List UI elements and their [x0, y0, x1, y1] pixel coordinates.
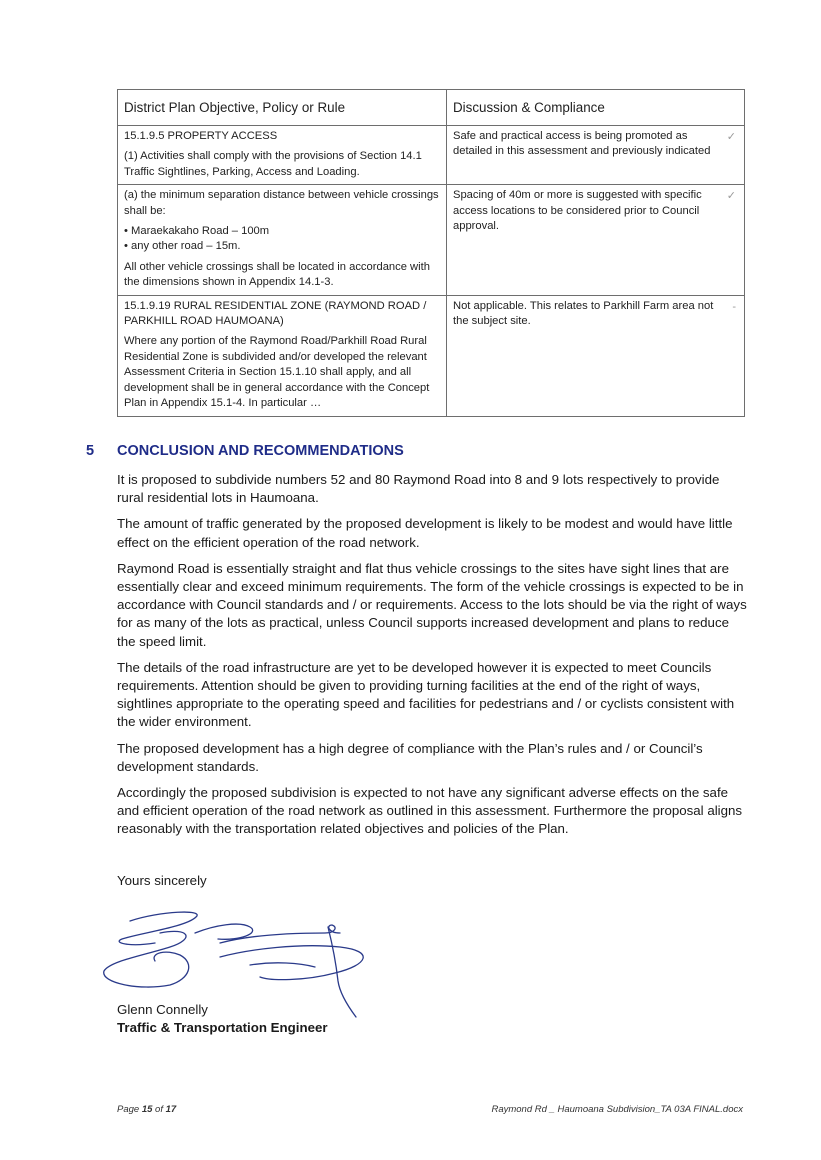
discussion-text: Spacing of 40m or more is suggested with specific access locations to be considered prior to Council approval. — [453, 189, 702, 233]
signer-name: Glenn Connelly — [117, 1002, 208, 1017]
table-row — [118, 295, 745, 416]
paragraph: Accordingly the proposed subdivision is expected to not have any significant adverse effects on the safe and efficient operation of the road network as outlined in this assessment. Furthermore the proposal aligns reasonably with the transportation related objectives and policies of the Plan. — [117, 785, 743, 837]
conclusion-body — [117, 471, 747, 847]
rule-heading: 15.1.9.5 PROPERTY ACCESS — [124, 130, 278, 142]
rule-cell — [118, 126, 447, 185]
page-label: Page — [117, 1104, 142, 1115]
compliance-check-icon: ✓ — [726, 190, 736, 203]
policy-compliance-table — [117, 89, 745, 417]
compliance-check-icon: ✓ — [726, 131, 736, 143]
section-number: 5 — [86, 443, 95, 459]
total-page-number: 17 — [165, 1104, 177, 1115]
rule-cell — [118, 185, 447, 295]
discussion-cell — [447, 295, 745, 416]
rule-text: All other vehicle crossings shall be located in accordance with the dimensions shown in Appendix 14.1-3. — [124, 260, 430, 289]
discussion-text: Not applicable. This relates to Parkhill Farm area not the subject site. — [453, 299, 714, 328]
rule-cell — [118, 295, 447, 416]
table-row — [118, 185, 745, 295]
discussion-text: Safe and practical access is being promoted as detailed in this assessment and previously indicated — [453, 130, 711, 158]
paragraph: The proposed development has a high degree of compliance with the Plan’s rules and / or Council’s development standards. — [117, 740, 703, 774]
paragraph: The details of the road infrastructure are yet to be developed however it is expected to meet Councils requirements. Attention should be given to providing turning facilities at the end of the right of ways, sightlines appropriate to the operating speed and facilities for pedestrians and / or cyclists consistent with the wider environment. — [117, 659, 735, 730]
paragraph: Raymond Road is essentially straight and flat thus vehicle crossings to the sites have sight lines that are essentially clear and exceed minimum requirements. The form of the vehicle crossings is expected to be in accordance with Council standards and / or requirements. Access to the lots should be via the right of ways for as many of the lots as practical, unless Council supports increased development and plans to reduce the speed limit. — [117, 560, 747, 649]
header-rule: District Plan Objective, Policy or Rule — [118, 90, 447, 126]
discussion-cell — [447, 126, 745, 185]
rule-text: Where any portion of the Raymond Road/Parkhill Road Rural Residential Zone is subdivided and/or developed the relevant Assessment Criteria in Section 15.1.10 shall apply, and all development shall be in general accordance with the Concept Plan in Appendix 15.1-4. In particular … — [124, 335, 430, 410]
document-filename: Raymond Rd _ Haumoana Subdivision_TA 03A FINAL.docx — [491, 1104, 743, 1115]
rule-heading: 15.1.9.19 RURAL RESIDENTIAL ZONE (RAYMOND ROAD / PARKHILL ROAD HAUMOANA) — [124, 299, 427, 328]
discussion-cell — [447, 185, 745, 295]
paragraph: The amount of traffic generated by the proposed development is likely to be modest and would have little effect on the efficient operation of the road network. — [117, 516, 733, 550]
section-title: CONCLUSION AND RECOMMENDATIONS — [117, 443, 404, 459]
signer-title: Traffic & Transportation Engineer — [117, 1020, 328, 1035]
table-row — [118, 126, 745, 185]
rule-bullet: • Maraekakaho Road – 100m — [124, 225, 270, 238]
closing-salutation: Yours sincerely — [117, 873, 207, 888]
not-applicable-mark: - — [732, 300, 736, 313]
rule-text: (1) Activities shall comply with the provisions of Section 14.1 Traffic Sightlines, Parking, Access and Loading. — [124, 150, 422, 178]
rule-bullet: • any other road – 15m. — [124, 240, 241, 253]
paragraph: It is proposed to subdivide numbers 52 and 80 Raymond Road into 8 and 9 lots respectively to provide rural residential lots in Haumoana. — [117, 472, 720, 506]
page-number-footer — [117, 1104, 176, 1115]
header-discussion: Discussion & Compliance — [447, 90, 745, 126]
current-page-number: 15 — [141, 1104, 153, 1115]
page-of-label: of — [152, 1104, 166, 1115]
rule-text: (a) the minimum separation distance between vehicle crossings shall be: — [124, 189, 439, 217]
table-header-row — [118, 90, 745, 126]
